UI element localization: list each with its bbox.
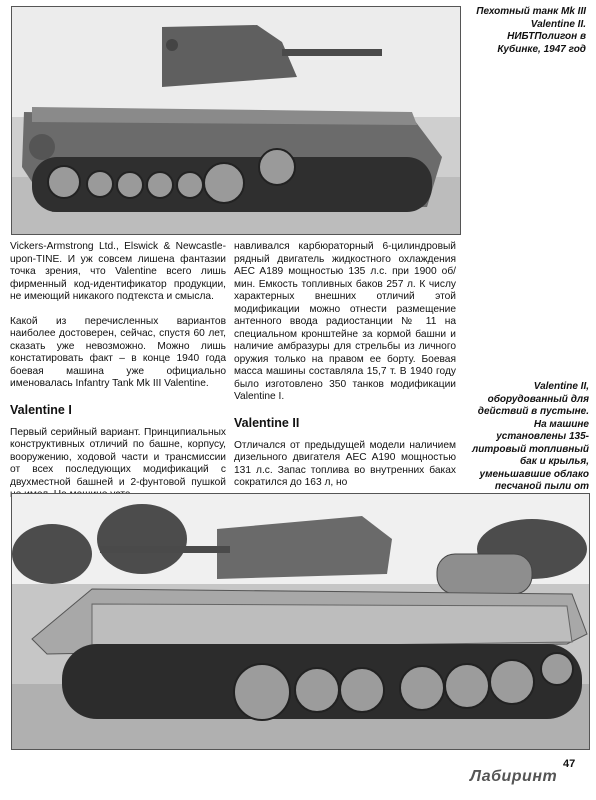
tank-illustration-top [12,7,460,234]
article-paragraph: навливался карбюраторный 6-цилиндровый рядный двигатель жидкостного охлаждения AEC A189 мощностью 135 л.с. при 1900 об/мин. Емкость топливных баков 257 л. К числу характерных внешних отличий этой модификации можно отнести размещение антенного ввода радиостанции № 11 на специальном кронштейне за кормой башни и наличие амбразуры для стрельбы из личного оружия только на правом ее борту. Боевая масса машины составляла 15,7 т. В 1940 году было изготовлено 350 танков модификации Valentine I. [234,241,456,402]
article-paragraph: Отличался от предыдущей модели наличием дизельного двигателя AEC A190 мощностью 131 л.с. Запас топлива во внутренних баках сократился до 163 л, но [234,439,456,488]
section-heading-valentine-ii: Valentine II [234,415,300,430]
article-column-left [10,241,226,514]
caption-top-photo: Пехотный танк Mk III Valentine II. НИБТПолигон в Кубинке, 1947 год [476,6,586,55]
article-column-right [234,241,456,502]
publisher-logo: Лабиринт [470,768,558,785]
article-paragraph: Первый серийный вариант. Принципиальных конструктивных отличий по башне, корпусу, вооружению, ходовой части и трансмиссии от всех последующих модификаций с двухместной башней и 2-фунтовой пушкой [10,426,226,488]
article-paragraph: Vickers-Armstrong Ltd., Elswick & Newcastle-upon-TINE. И уж совсем лишена фантазии точка зрения, что Valentine всего лишь фирменный код-идентификатор продукции, не имеющий никакого подтекста и смысла. [10,241,226,302]
page-number: 47 [563,758,576,770]
article-paragraph: Какой из перечисленных вариантов наиболее достоверен, сейчас, спустя 60 лет, сказать уже невозможно. Можно лишь констатировать факт – в конце 1940 года боевая машина уже официально именовалась Infantry Tank Mk III Valentine. [10,315,226,389]
photo-valentine-ii-kubinka [11,6,461,235]
caption-bottom-photo: Valentine II, оборудованный для действий в пустыне. На машине установлены 135-литровый топливный бак и крылья, уменьшавшие облако песчаной пыли от [472,381,589,492]
photo-valentine-ii-desert [11,493,590,750]
tank-illustration-bottom [12,494,589,749]
section-heading-valentine-i: Valentine I [10,402,72,417]
